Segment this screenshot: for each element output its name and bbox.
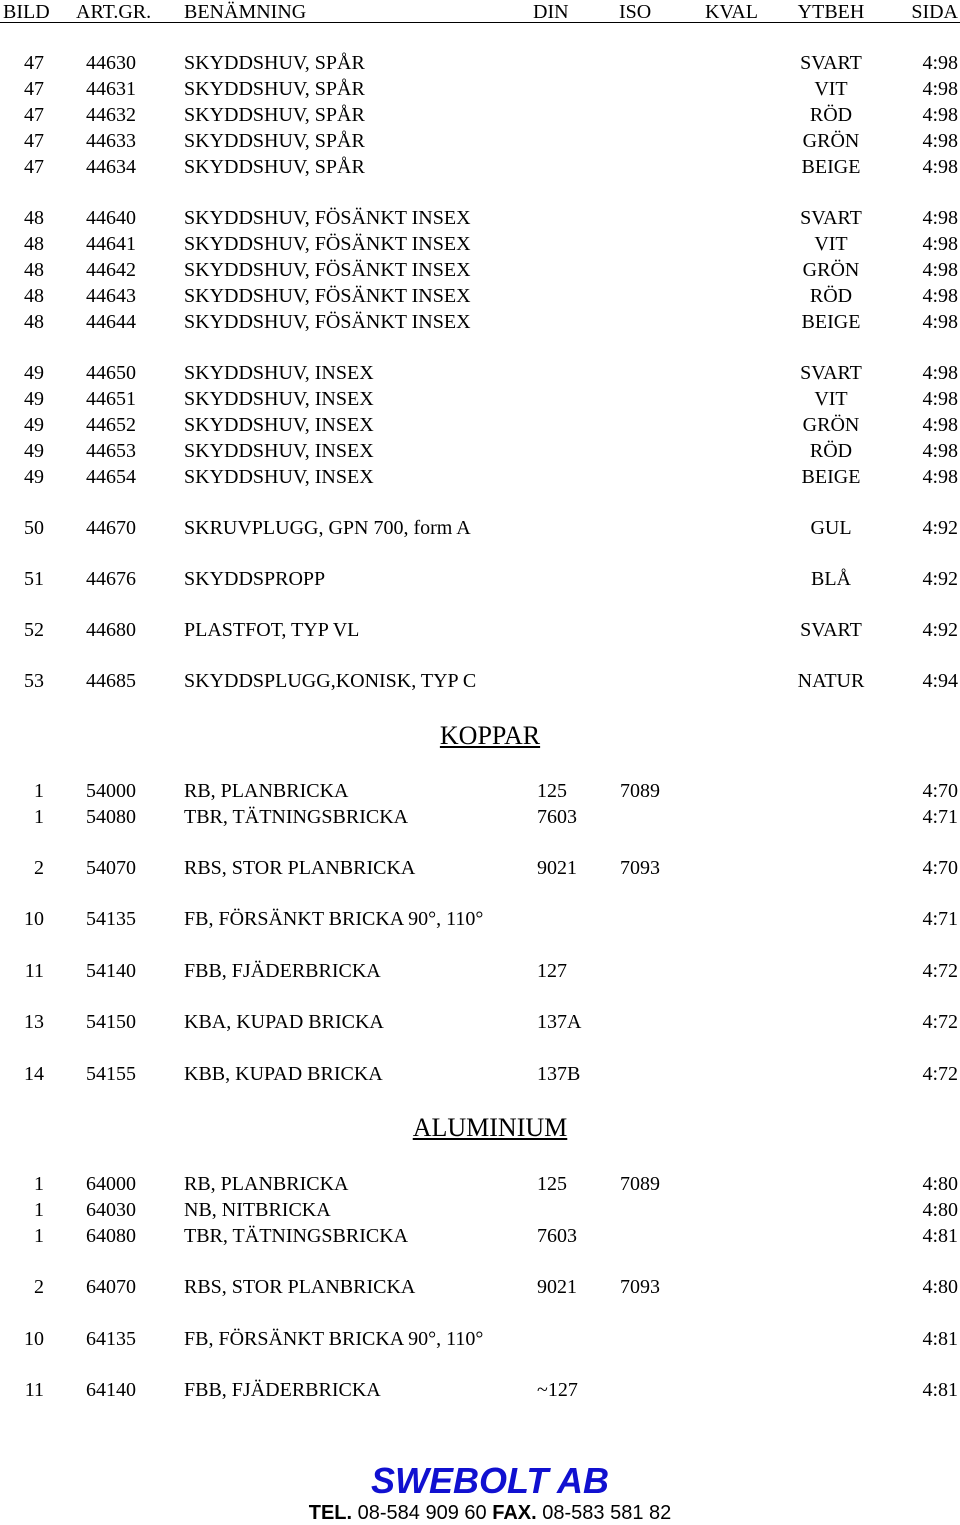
table-row [0,386,960,412]
cell-art: 44643 [86,285,136,307]
table-row [0,464,960,490]
cell-bild: 10 [24,1328,44,1350]
cell-art: 54140 [86,960,136,982]
contact-line [0,1501,960,1525]
cell-din: 137A [537,1011,582,1033]
cell-art: 44633 [86,130,136,152]
cell-din: 137B [537,1063,581,1085]
cell-ben: SKYDDSHUV, SPÅR [184,52,365,74]
cell-ben: FBB, FJÄDERBRICKA [184,960,381,982]
cell-din: 9021 [537,857,577,879]
cell-ben: SKYDDSHUV, INSEX [184,414,374,436]
cell-sida: 4:80 [922,1173,958,1195]
cell-sida: 4:72 [922,1011,958,1033]
cell-bild: 1 [34,1173,44,1195]
cell-bild: 48 [24,233,44,255]
cell-sida: 4:98 [922,285,958,307]
cell-art: 64000 [86,1173,136,1195]
cell-art: 54155 [86,1063,136,1085]
cell-art: 64030 [86,1199,136,1221]
cell-ytb: RÖD [809,440,853,462]
cell-ben: SKYDDSHUV, SPÅR [184,130,365,152]
cell-iso: 7093 [620,1276,660,1298]
table-row [0,231,960,257]
cell-ben: SKYDDSPROPP [184,568,326,590]
table-row [0,102,960,128]
table-row [0,566,960,592]
cell-ytb: VIT [814,78,848,100]
cell-sida: 4:71 [922,908,958,930]
table-row [0,76,960,102]
table-row [0,1171,960,1197]
cell-art: 44651 [86,388,136,410]
table-row [0,804,960,830]
cell-sida: 4:94 [922,670,958,692]
cell-din: 125 [537,1173,567,1195]
cell-art: 44654 [86,466,136,488]
cell-ben: FBB, FJÄDERBRICKA [184,1379,381,1401]
table-row [0,309,960,335]
table-row [0,438,960,464]
cell-art: 64135 [86,1328,136,1350]
cell-iso: 7089 [620,780,660,802]
cell-bild: 52 [24,619,44,641]
cell-ben: SKYDDSHUV, INSEX [184,362,374,384]
cell-ytb: SVART [800,362,862,384]
header-art: ART.GR. [76,1,152,23]
cell-din: 7603 [537,1225,577,1247]
cell-ytb: VIT [814,233,848,255]
company-name: SWEBOLT AB [371,1460,609,1501]
cell-art: 44634 [86,156,136,178]
header-sida: SIDA [911,1,958,23]
cell-ben: SKYDDSHUV, SPÅR [184,78,365,100]
cell-art: 44631 [86,78,136,100]
tel-number: 08-584 909 60 [357,1502,487,1524]
cell-bild: 1 [34,780,44,802]
cell-ben: KBA, KUPAD BRICKA [184,1011,384,1033]
cell-art: 54070 [86,857,136,879]
table-row [0,617,960,643]
cell-art: 54135 [86,908,136,930]
cell-ytb: SVART [800,619,862,641]
cell-bild: 48 [24,259,44,281]
table-row [0,257,960,283]
table-row [0,958,960,984]
header-benamning: BENÄMNING [184,1,307,23]
cell-sida: 4:81 [922,1225,958,1247]
table-row [0,1009,960,1035]
table-row [0,855,960,881]
fax-number: 08-583 581 82 [542,1502,672,1524]
cell-ben: RB, PLANBRICKA [184,780,349,802]
cell-ytb: VIT [814,388,848,410]
cell-art: 44670 [86,517,136,539]
cell-ben: SKYDDSHUV, FÖSÄNKT INSEX [184,207,471,229]
cell-ytb: NATUR [797,670,865,692]
cell-sida: 4:98 [922,414,958,436]
cell-sida: 4:72 [922,1063,958,1085]
cell-sida: 4:98 [922,259,958,281]
cell-ben: SKYDDSHUV, FÖSÄNKT INSEX [184,233,471,255]
cell-bild: 49 [24,466,44,488]
cell-ben: SKYDDSHUV, SPÅR [184,156,365,178]
cell-art: 44676 [86,568,136,590]
cell-ytb: RÖD [809,104,853,126]
cell-ben: SKYDDSHUV, FÖSÄNKT INSEX [184,311,471,333]
table-row [0,205,960,231]
cell-art: 44685 [86,670,136,692]
cell-bild: 51 [24,568,44,590]
header-ytbeh: YTBEH [797,1,865,23]
table-row [0,668,960,694]
cell-bild: 48 [24,285,44,307]
cell-sida: 4:98 [922,388,958,410]
header-din: DIN [533,1,569,23]
table-row [0,515,960,541]
cell-bild: 49 [24,440,44,462]
cell-sida: 4:98 [922,207,958,229]
cell-bild: 2 [34,857,44,879]
cell-ben: TBR, TÄTNINGSBRICKA [184,1225,409,1247]
cell-sida: 4:92 [922,619,958,641]
cell-art: 44650 [86,362,136,384]
cell-bild: 48 [24,311,44,333]
table-row [0,1061,960,1087]
cell-art: 44653 [86,440,136,462]
cell-ben: SKRUVPLUGG, GPN 700, form A [184,517,471,539]
cell-sida: 4:98 [922,311,958,333]
cell-din: 127 [537,960,567,982]
cell-ben: FB, FÖRSÄNKT BRICKA 90°, 110° [184,908,484,930]
cell-bild: 49 [24,388,44,410]
cell-ben: SKYDDSHUV, FÖSÄNKT INSEX [184,259,471,281]
cell-art: 44641 [86,233,136,255]
cell-art: 64140 [86,1379,136,1401]
cell-ben: NB, NITBRICKA [184,1199,331,1221]
cell-ytb: RÖD [809,285,853,307]
cell-art: 54000 [86,780,136,802]
cell-sida: 4:98 [922,78,958,100]
cell-bild: 1 [34,1199,44,1221]
cell-din: 9021 [537,1276,577,1298]
cell-sida: 4:98 [922,156,958,178]
cell-ben: SKYDDSHUV, INSEX [184,440,374,462]
cell-bild: 50 [24,517,44,539]
cell-bild: 2 [34,1276,44,1298]
cell-iso: 7093 [620,857,660,879]
cell-ben: KBB, KUPAD BRICKA [184,1063,383,1085]
cell-ytb: BEIGE [801,156,861,178]
cell-ytb: GRÖN [802,259,860,281]
header-iso: ISO [619,1,652,23]
cell-bild: 47 [24,52,44,74]
cell-bild: 47 [24,156,44,178]
cell-art: 44642 [86,259,136,281]
cell-bild: 1 [34,806,44,828]
cell-art: 54150 [86,1011,136,1033]
table-row [0,412,960,438]
cell-bild: 1 [34,1225,44,1247]
cell-ben: SKYDDSPLUGG,KONISK, TYP C [184,670,477,692]
cell-ben: TBR, TÄTNINGSBRICKA [184,806,409,828]
cell-sida: 4:98 [922,130,958,152]
cell-sida: 4:98 [922,104,958,126]
cell-ben: SKYDDSHUV, INSEX [184,388,374,410]
cell-ytb: GRÖN [802,130,860,152]
cell-sida: 4:70 [922,780,958,802]
cell-ytb: SVART [800,52,862,74]
cell-bild: 11 [24,1379,44,1401]
cell-ytb: BLÅ [811,568,851,590]
cell-art: 44630 [86,52,136,74]
cell-art: 44652 [86,414,136,436]
header-bild: BILD [3,1,50,23]
cell-bild: 47 [24,104,44,126]
cell-bild: 47 [24,130,44,152]
cell-bild: 10 [24,908,44,930]
cell-iso: 7089 [620,1173,660,1195]
table-row [0,50,960,76]
cell-sida: 4:92 [922,568,958,590]
cell-bild: 47 [24,78,44,100]
cell-art: 44640 [86,207,136,229]
cell-art: 44644 [86,311,136,333]
cell-sida: 4:70 [922,857,958,879]
cell-art: 64070 [86,1276,136,1298]
cell-sida: 4:71 [922,806,958,828]
cell-sida: 4:98 [922,52,958,74]
cell-art: 54080 [86,806,136,828]
table-row [0,360,960,386]
cell-ytb: BEIGE [801,466,861,488]
table-row [0,778,960,804]
cell-ben: SKYDDSHUV, INSEX [184,466,374,488]
cell-bild: 13 [24,1011,44,1033]
tel-label: TEL. [308,1502,353,1524]
cell-sida: 4:92 [922,517,958,539]
cell-sida: 4:80 [922,1199,958,1221]
table-row [0,1326,960,1352]
table-row [0,283,960,309]
cell-ytb: GRÖN [802,414,860,436]
cell-sida: 4:98 [922,466,958,488]
table-row [0,1377,960,1403]
cell-din: 125 [537,780,567,802]
cell-art: 44680 [86,619,136,641]
cell-ben: RB, PLANBRICKA [184,1173,349,1195]
cell-bild: 49 [24,362,44,384]
cell-din: 7603 [537,806,577,828]
cell-bild: 49 [24,414,44,436]
table-row [0,154,960,180]
cell-bild: 48 [24,207,44,229]
section-title-aluminium: ALUMINIUM [412,1113,568,1142]
cell-bild: 14 [24,1063,44,1085]
cell-ytb: BEIGE [801,311,861,333]
section-title-koppar: KOPPAR [439,721,541,750]
table-row [0,1223,960,1249]
table-header [0,0,960,23]
cell-bild: 11 [24,960,44,982]
cell-ben: RBS, STOR PLANBRICKA [184,857,416,879]
cell-ben: PLASTFOT, TYP VL [184,619,360,641]
cell-art: 44632 [86,104,136,126]
cell-ytb: GUL [810,517,852,539]
cell-sida: 4:98 [922,233,958,255]
cell-ben: SKYDDSHUV, SPÅR [184,104,365,126]
cell-sida: 4:80 [922,1276,958,1298]
cell-din: ~127 [537,1379,578,1401]
table-row [0,128,960,154]
cell-ben: SKYDDSHUV, FÖSÄNKT INSEX [184,285,471,307]
cell-ben: RBS, STOR PLANBRICKA [184,1276,416,1298]
cell-bild: 53 [24,670,44,692]
cell-sida: 4:72 [922,960,958,982]
fax-label: FAX. [492,1502,537,1524]
cell-sida: 4:81 [922,1379,958,1401]
cell-art: 64080 [86,1225,136,1247]
cell-ben: FB, FÖRSÄNKT BRICKA 90°, 110° [184,1328,484,1350]
cell-ytb: SVART [800,207,862,229]
cell-sida: 4:81 [922,1328,958,1350]
table-row [0,1274,960,1300]
table-row [0,1197,960,1223]
cell-sida: 4:98 [922,440,958,462]
header-kval: KVAL [705,1,758,23]
cell-sida: 4:98 [922,362,958,384]
table-row [0,906,960,932]
